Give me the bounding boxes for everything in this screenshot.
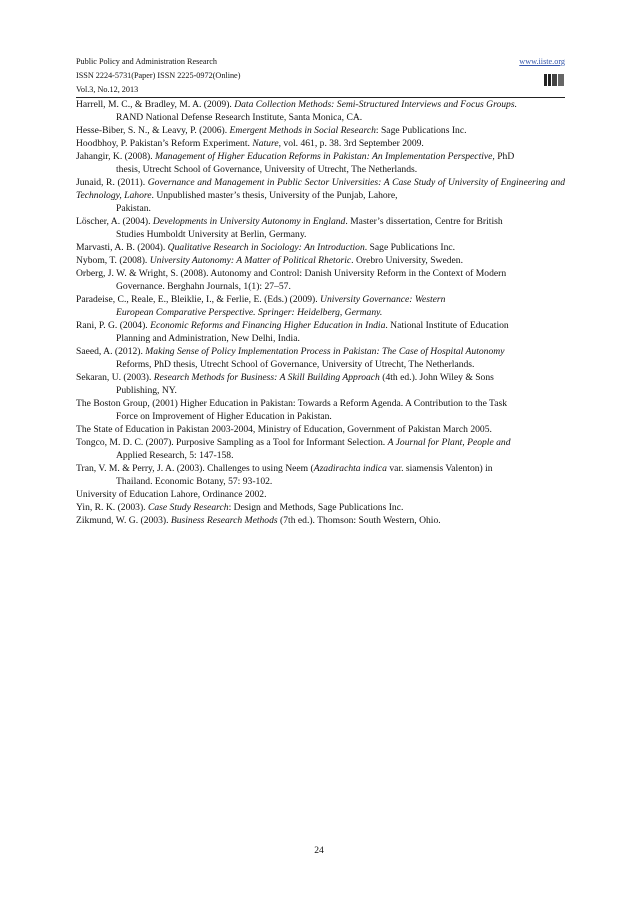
page-header: [76, 55, 565, 97]
volume-line: Vol.3, No.12, 2013: [76, 85, 139, 94]
reference-entry: Hoodbhoy, P. Pakistan’s Reform Experiment. Nature, vol. 461, p. 38. 3rd September 2009.: [76, 138, 424, 149]
reference-entry: Harrell, M. C., & Bradley, M. A. (2009). Data Collection Methods: Semi-Structured Interviews and Focus Groups. RAND National Defense Research Institute, Santa Monica, CA.: [76, 99, 517, 123]
reference-entry: Sekaran, U. (2003). Research Methods for Business: A Skill Building Approach (4th ed.). John Wiley & Sons Publishing, NY.: [76, 372, 494, 396]
reference-entry: Hesse-Biber, S. N., & Leavy, P. (2006). Emergent Methods in Social Research: Sage Publications Inc.: [76, 125, 467, 136]
issn-line: ISSN 2224-5731(Paper) ISSN 2225-0972(Online): [76, 71, 241, 80]
reference-entry: Orberg, J. W. & Wright, S. (2008). Autonomy and Control: Danish University Reform in the Context of Modern Governance. Berghahn Journals, 1(1): 27–57.: [76, 268, 507, 292]
reference-entry: Tran, V. M. & Perry, J. A. (2003). Challenges to using Neem (Azadirachta indica var. siamensis Valenton) in Thailand. Economic Botany, 57: 93-102.: [76, 463, 493, 487]
reference-entry: Saeed, A. (2012). Making Sense of Policy Implementation Process in Pakistan: The Case of Hospital Autonomy Reforms, PhD thesis, Utrecht School of Governance, University of Utrecht, The Netherlands.: [76, 346, 505, 370]
reference-entry: Tongco, M. D. C. (2007). Purposive Sampling as a Tool for Informant Selection. A Journal for Plant, People and Applied Research, 5: 147-158.: [76, 437, 511, 461]
reference-entry: The State of Education in Pakistan 2003-2004, Ministry of Education, Government of Pakistan March 2005.: [76, 424, 492, 435]
iiste-logo-icon: [543, 71, 565, 89]
reference-entry: Junaid, R. (2011). Governance and Management in Public Sector Universities: A Case Study of University of Engineering and Technology, Lahore. Unpublished master’s thesis, University of the Punjab, Lahore, Pakistan.: [76, 177, 565, 214]
reference-entry: Rani, P. G. (2004). Economic Reforms and Financing Higher Education in India. National Institute of Education Planning and Administration, New Delhi, India.: [76, 320, 509, 344]
reference-entry: Yin, R. K. (2003). Case Study Research: Design and Methods, Sage Publications Inc.: [76, 502, 404, 513]
reference-entry: Marvasti, A. B. (2004). Qualitative Research in Sociology: An Introduction. Sage Publications Inc.: [76, 242, 456, 253]
reference-entry: Paradeise, C., Reale, E., Bleiklie, I., & Ferlie, E. (Eds.) (2009). University Governance: Western European Comparative Perspective. Springer: Heidelberg, Germany.: [76, 294, 446, 318]
journal-url-link[interactable]: www.iiste.org: [519, 57, 565, 66]
reference-entry: University of Education Lahore, Ordinance 2002.: [76, 489, 267, 500]
reference-entry: Jahangir, K. (2008). Management of Higher Education Reforms in Pakistan: An Implementation Perspective, PhD thesis, Utrecht School of Governance, University of Utrecht, The Netherlands.: [76, 151, 515, 175]
references-list: [76, 98, 565, 527]
reference-entry: The Boston Group, (2001) Higher Education in Pakistan: Towards a Reform Agenda. A Contribution to the Task Force on Improvement of Higher Education in Pakistan.: [76, 398, 508, 422]
reference-entry: Zikmund, W. G. (2003). Business Research Methods (7th ed.). Thomson: South Western, Ohio.: [76, 515, 441, 526]
reference-entry: Nybom, T. (2008). University Autonomy: A Matter of Political Rhetoric. Orebro University, Sweden.: [76, 255, 463, 266]
journal-name: Public Policy and Administration Research: [76, 57, 217, 66]
page-number: 24: [314, 845, 324, 856]
reference-entry: Löscher, A. (2004). Developments in University Autonomy in England. Master’s dissertation, Centre for British Studies Humboldt University at Berlin, Germany.: [76, 216, 503, 240]
